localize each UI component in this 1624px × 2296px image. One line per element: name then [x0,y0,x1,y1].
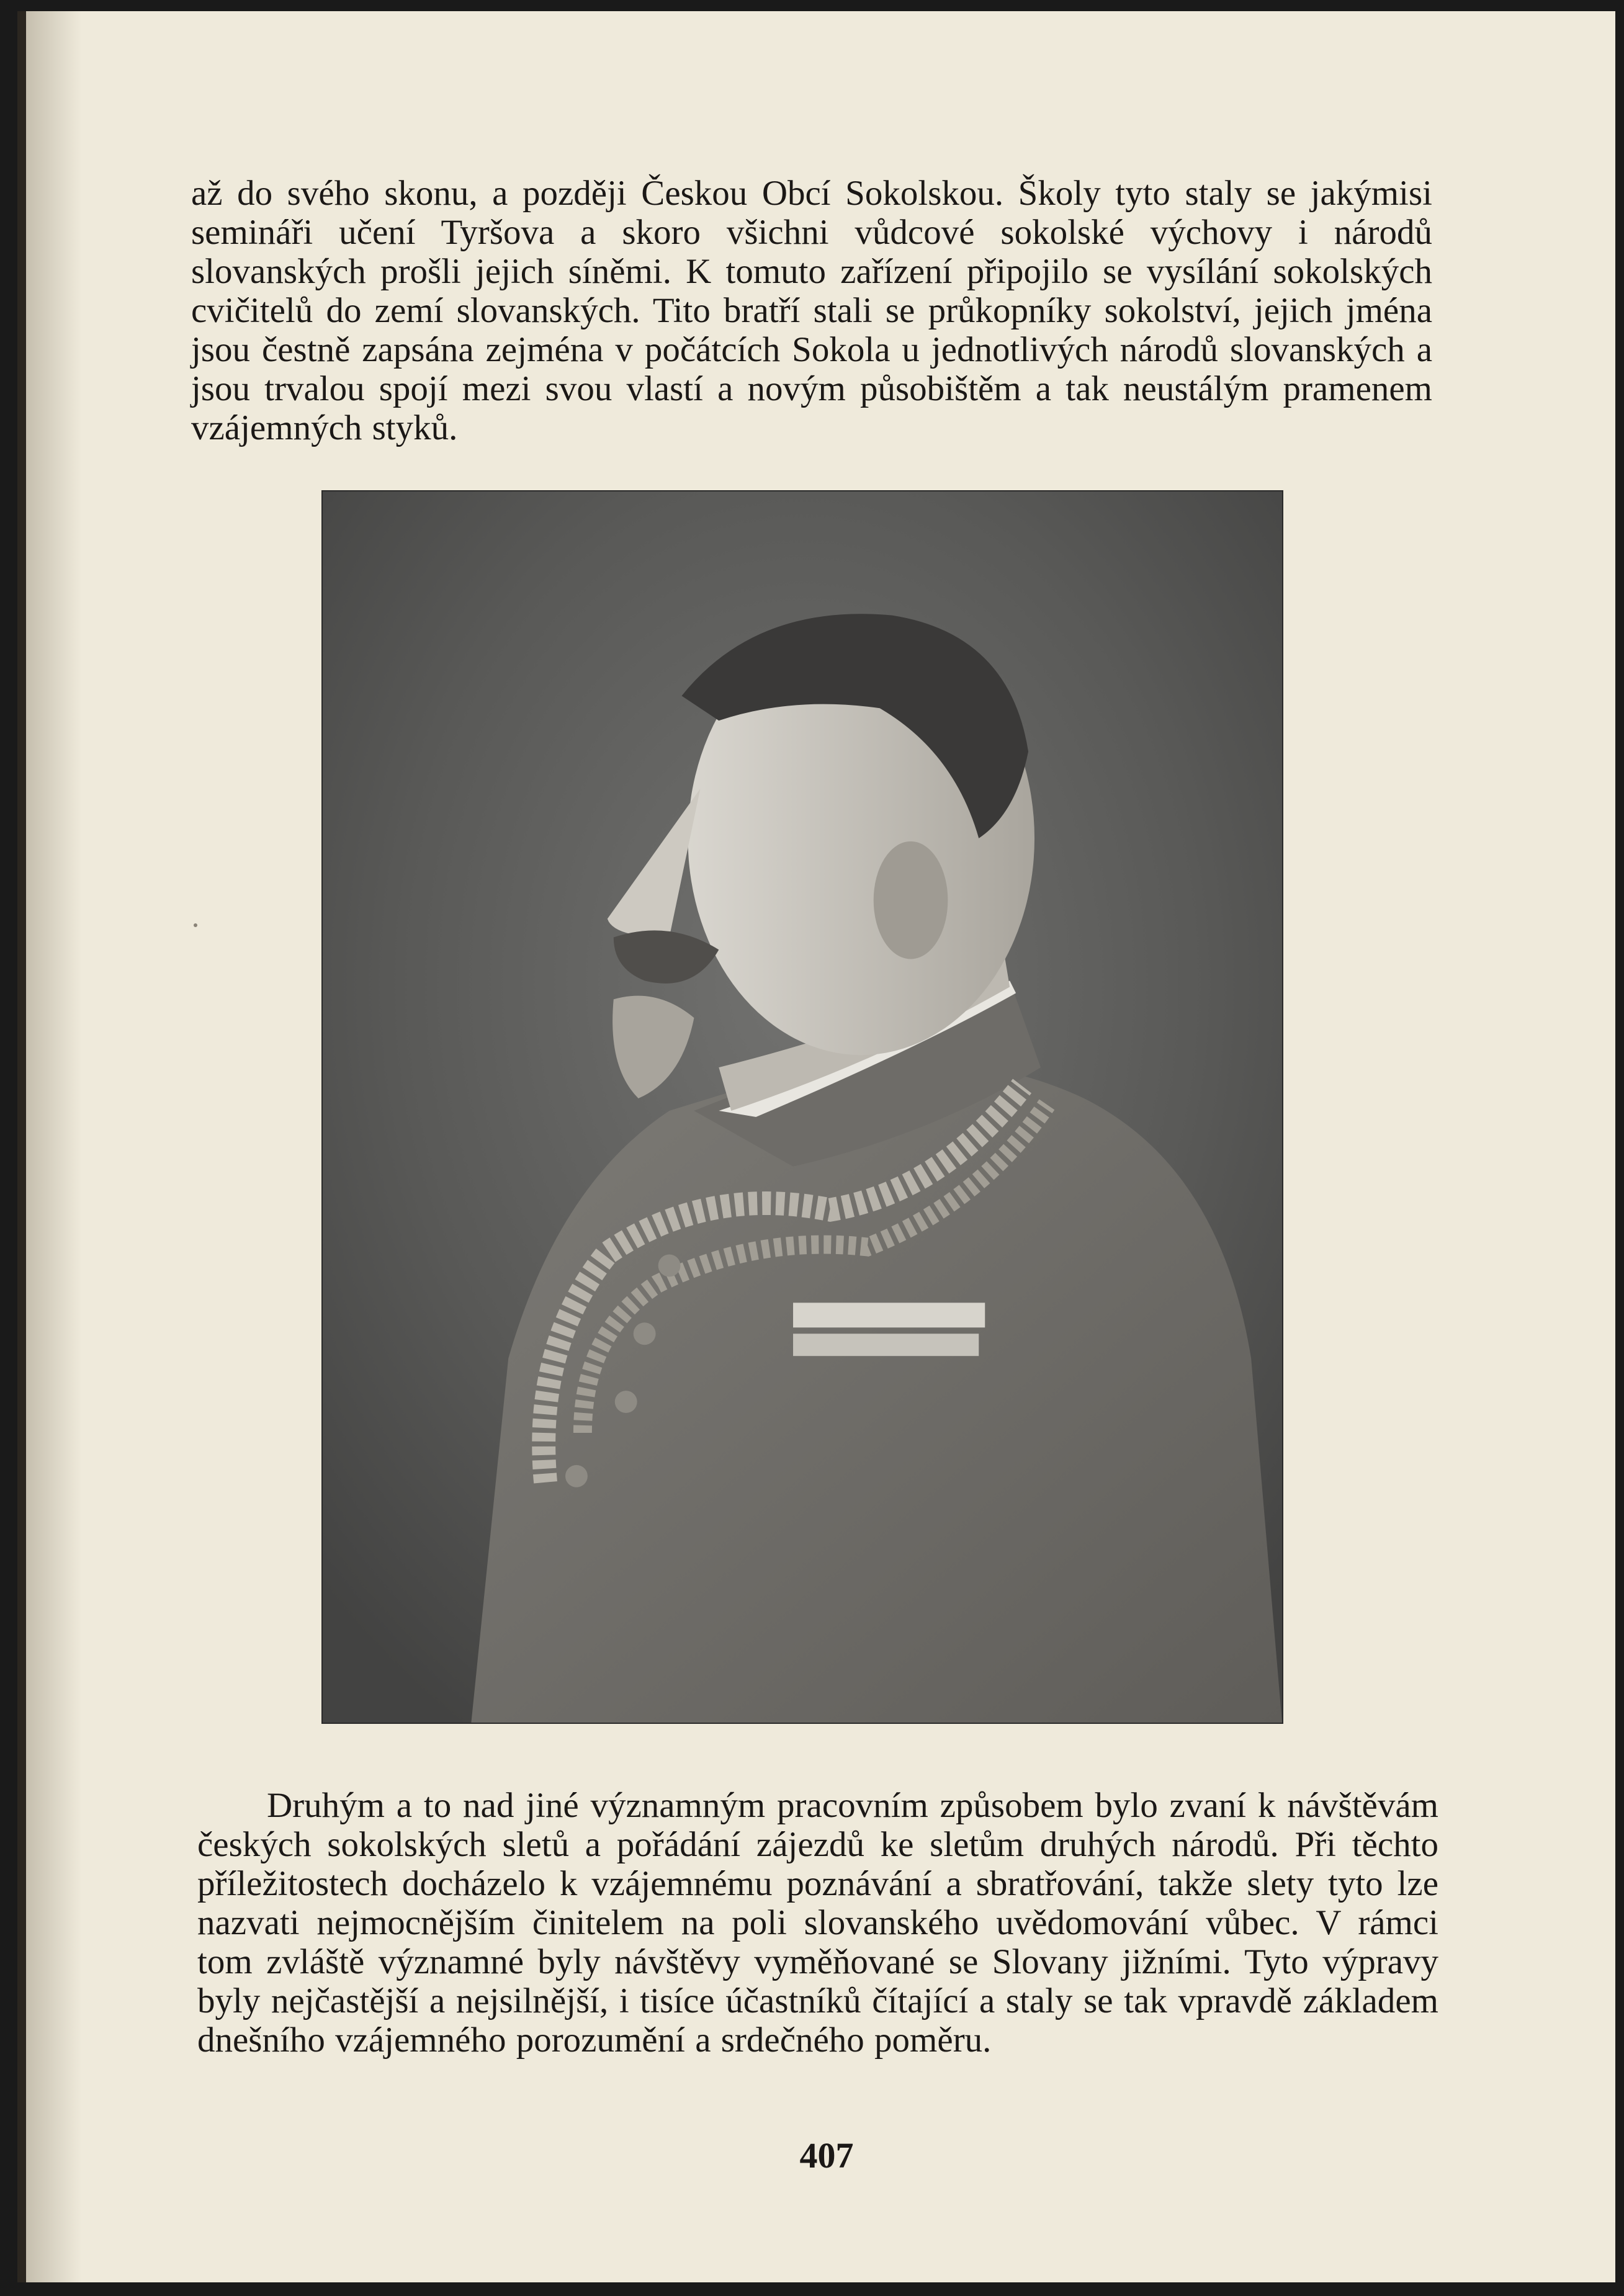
portrait-photograph [321,490,1283,1724]
page-number: 407 [799,2135,854,2176]
paper-speck [194,923,197,927]
book-page [17,11,1615,2282]
paragraph-bottom: Druhým a to nad jiné významným pracovním způsobem bylo zvaní k návštěvám českých sokolských sletů a pořádání zájezdů ke sletům druhých národů. Při těchto příležitostech docházelo k vzájemnému poznávání a sbratřování, takže slety tyto lze nazvati nejmocnějším činitelem na poli slovanského uvědomování vůbec. V rámci tom zvláště významné byly návštěvy vyměňované se Slovany jižními. Tyto výpravy byly nejčastější a nejsilnější, i tisíce účastníků čítající a staly se tak vpravdě základem dnešního vzájemného porozumění a srdečného poměru. [197,1786,1438,2060]
portrait-illustration [323,491,1282,1723]
paragraph-top: až do svého skonu, a později Českou Obcí Sokolskou. Školy tyto staly se jakýmisi semináři učení Tyršova a skoro všichni vůdcové sokolské výchovy i národů slovanských prošli jejich síněmi. K tomuto zařízení připojilo se vysílání sokolských cvičitelů do zemí slovanských. Tito bratří stali se průkopníky sokolství, jejich jména jsou čestně zapsána zejména v počátcích Sokola u jednotlivých národů slovanských a jsou trvalou spojí mezi svou vlastí a novým působištěm a tak neustálým pramenem vzájemných styků. [191,174,1432,447]
